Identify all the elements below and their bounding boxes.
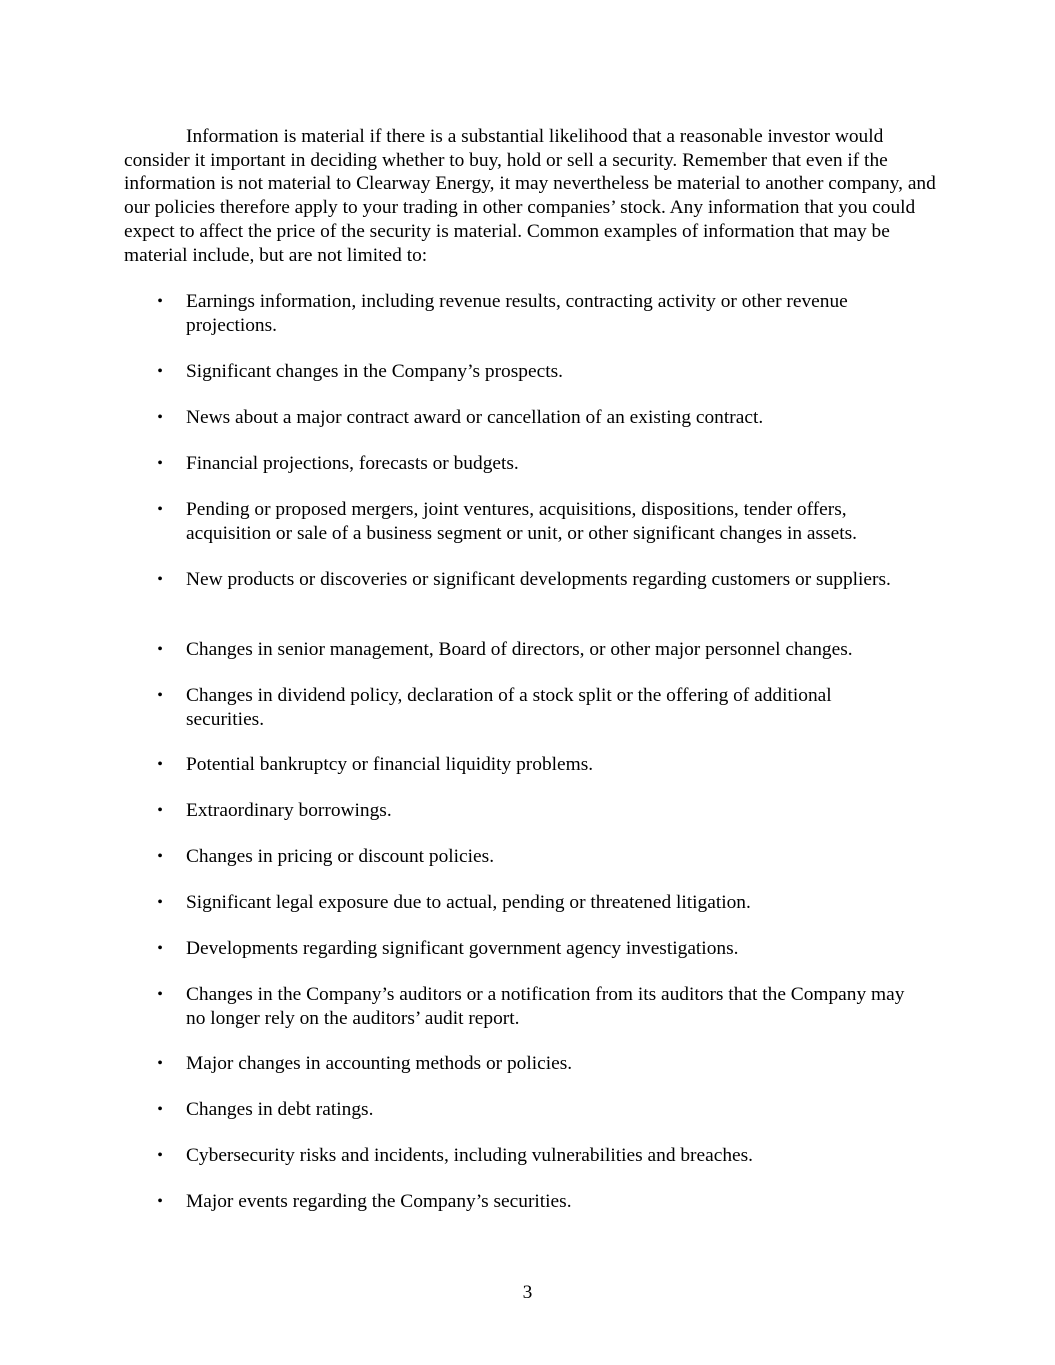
list-item: [150, 1098, 910, 1122]
bullet-icon: •: [157, 940, 163, 957]
bullet-icon: •: [157, 293, 163, 310]
list-item: [150, 891, 910, 915]
bullet-icon: •: [157, 363, 163, 380]
list-item-text: Changes in debt ratings.: [186, 1099, 374, 1120]
list-item-text: Extraordinary borrowings.: [186, 800, 392, 821]
list-item-text: Developments regarding significant government agency investigations.: [186, 938, 739, 959]
list-item: [150, 638, 910, 662]
bullet-icon: •: [157, 1055, 163, 1072]
intro-paragraph: Information is material if there is a substantial likelihood that a reasonable investor would consider it important in deciding whether to buy, hold or sell a security. Remember that even if the information is not material to Clearway Energy, it may nevertheless be material to another company, and our policies therefore apply to your trading in other companies’ stock. Any information that you could expect to affect the price of the security is material. Common examples of information that may be material include, but are not limited to:: [124, 126, 936, 266]
list-item: [150, 799, 910, 823]
list-item: [150, 845, 910, 869]
list-item: [150, 360, 910, 384]
list-item-text: Changes in senior management, Board of directors, or other major personnel changes.: [186, 639, 853, 660]
list-item-text: Pending or proposed mergers, joint ventures, acquisitions, dispositions, tender offers, acquisition or sale of a business segment or unit, or other significant changes in assets.: [186, 499, 857, 544]
bullet-icon: •: [157, 802, 163, 819]
list-item-text: Financial projections, forecasts or budgets.: [186, 453, 519, 474]
bullet-icon: •: [157, 641, 163, 658]
list-item-text: News about a major contract award or cancellation of an existing contract.: [186, 407, 764, 428]
bullet-icon: •: [157, 571, 163, 588]
bullet-icon: •: [157, 986, 163, 1003]
list-item-text: New products or discoveries or significant developments regarding customers or suppliers.: [186, 569, 891, 590]
bullet-icon: •: [157, 756, 163, 773]
bullet-icon: •: [157, 409, 163, 426]
list-item-text: Earnings information, including revenue results, contracting activity or other revenue projections.: [186, 291, 848, 336]
list-item: [150, 937, 910, 961]
bullet-icon: •: [157, 687, 163, 704]
list-item-text: Changes in pricing or discount policies.: [186, 846, 495, 867]
bullet-icon: •: [157, 501, 163, 518]
list-item-text: Cybersecurity risks and incidents, including vulnerabilities and breaches.: [186, 1145, 754, 1166]
list-item: [150, 753, 910, 777]
list-item-text: Major events regarding the Company’s securities.: [186, 1191, 572, 1212]
bullet-icon: •: [157, 1147, 163, 1164]
list-item-text: Changes in the Company’s auditors or a notification from its auditors that the Company may no longer rely on the auditors’ audit report.: [186, 984, 905, 1029]
bullet-icon: •: [157, 1193, 163, 1210]
list-item: [150, 983, 910, 1030]
list-item: [150, 568, 910, 592]
bullet-icon: •: [157, 1101, 163, 1118]
list-item-text: Changes in dividend policy, declaration of a stock split or the offering of additional securities.: [186, 685, 832, 730]
list-item: [150, 684, 910, 731]
page-number: 3: [522, 1282, 533, 1303]
list-item: [150, 498, 910, 545]
list-item: [150, 1144, 910, 1168]
list-item: [150, 1052, 910, 1076]
bullet-icon: •: [157, 455, 163, 472]
list-item-text: Major changes in accounting methods or policies.: [186, 1053, 573, 1074]
list-item: [150, 1190, 910, 1214]
bullet-icon: •: [157, 848, 163, 865]
list-item-text: Significant legal exposure due to actual, pending or threatened litigation.: [186, 892, 751, 913]
list-item: [150, 452, 910, 476]
list-item: [150, 290, 910, 337]
list-item: [150, 406, 910, 430]
list-item-text: Potential bankruptcy or financial liquidity problems.: [186, 754, 594, 775]
list-item-text: Significant changes in the Company’s prospects.: [186, 361, 563, 382]
bullet-icon: •: [157, 894, 163, 911]
